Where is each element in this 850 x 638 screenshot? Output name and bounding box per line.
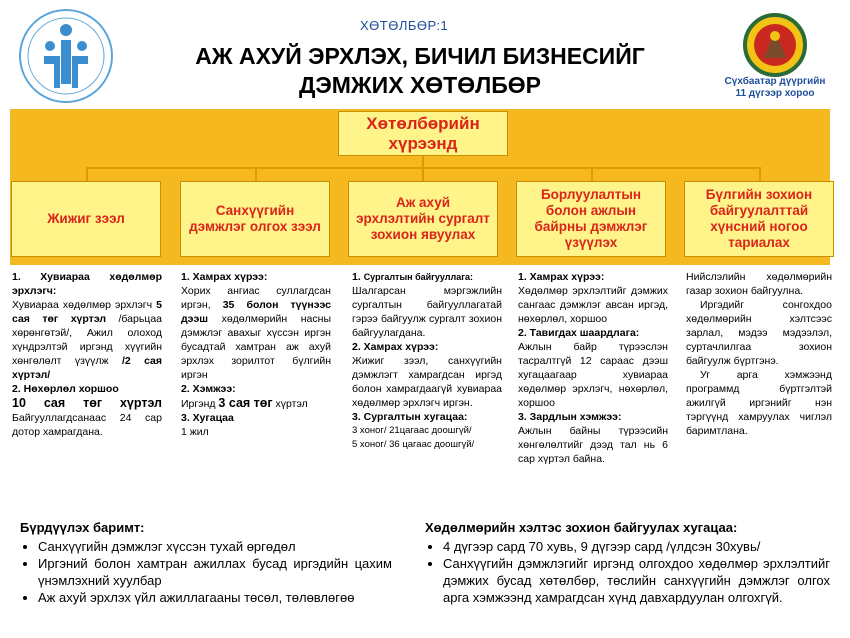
timeframe-title: Хөдөлмөрийн хэлтэс зохион байгуулах хугацаа: xyxy=(425,520,738,535)
organization-timeframe xyxy=(425,519,830,606)
column-small-loan: 1. Хувиараа хөдөлмөр эрхлэгч: Хувиараа хөдөлмөр эрхлэгч 5 сая төг хүртэл /барьцаа хөрөнгөтэй/, Ажил олоход хүндрэлтэй иргэнд хүүгийн хөнгөлөлт үзүүлж /2 сая хүртэл/ 2. Нөхөрлөл хоршоо 10 сая төг хүртэл Байгууллагдсанаас 24 сар дотор хамрагдана. xyxy=(12,271,163,438)
timeframe-item: • 4 дүгээр сард 70 хувь, 9 дүгээр сард /үлдсэн 30хувь/ xyxy=(443,538,830,555)
document-item: • Иргэний болон хамтран ажиллах бусад иргэдийн цахим үнэмлэхний хуулбар xyxy=(38,555,392,589)
connector-1 xyxy=(86,167,88,181)
employment-logo xyxy=(14,6,132,110)
category-small-loan: Жижиг зээл xyxy=(11,181,161,257)
connector-3 xyxy=(422,167,424,181)
category-group-vegetable-farming: Бүлгийн зохион байгуулалттай хүнсний ногоо тариалах xyxy=(684,181,834,257)
document-item: • Аж ахуй эрхлэх үйл ажиллагааны төсөл, төлөвлөгөө xyxy=(38,589,392,606)
required-documents-title: Бүрдүүлэх баримт: xyxy=(20,520,145,535)
connector-4 xyxy=(591,167,593,181)
category-business-training: Аж ахуй эрхлэлтийн сургалт зохион явуулах xyxy=(348,181,498,257)
title-line-2: ДЭМЖИХ ХӨТӨЛБӨР xyxy=(298,72,542,98)
district-name: Сүхбаатар дүүргийн 11 дүгээр хороо xyxy=(724,76,826,99)
column-business-training: 1. Сургалтын байгууллага: Шалгарсан мэргэжлийн сургалтын байгууллагатай гэрээ байгуулж сургалт зохион байгуулагдана. 2. Хамрах хүрээ: Жижиг зээл, санхүүгийн дэмжлэгт хамрагдсан иргэд болон хамрагдаагүй хувиараа хөдөлмөр эрхлэгч иргэн. 3. Сургалтын хугацаа: 3 хоног/ 21цагаас доошгүй/ 5 хоног/ 36 цагаас доошгүй/ xyxy=(352,271,502,450)
category-sales-workplace-support: Борлуулалтын болон ажлын байрны дэмжлэг үзүүлэх xyxy=(516,181,666,257)
column-financial-support-loan: 1. Хамрах хүрээ: Хорих ангиас суллагдсан иргэн, 35 болон түүнээс дээш хөдөлмөрийн насны дэмжлэг авахыг хүссэн иргэн бусадтай хамтран аж ахуй эрхлэх зорилтот бүлгийн иргэн 2. Хэмжээ: Иргэнд 3 сая төг хүртэл 3. Хугацаа 1 жил xyxy=(181,271,331,438)
connector-5 xyxy=(759,167,761,181)
page-title xyxy=(150,42,690,100)
column-group-vegetable-farming: Нийслэлийн хөдөлмөрийн газар зохион байгуулна. Иргэдийг сонгохдоо хөдөлмөрийн хэлтсээс зарлал, мэдээ мэдээлэл, суртачлилгаа зохион байгуулж бүртгэнэ. Уг арга хэмжээнд программд бүртгэлтэй ажилгүй иргэнийг нэн тэргүүнд хамруулах чиглэл баримтлана. xyxy=(686,271,832,437)
column-sales-workplace-support: 1. Хамрах хүрээ: Хөдөлмөр эрхлэлтийг дэмжих сангаас дэмжлэг авсан иргэд, нөхөрлөл, хоршоо 2. Тавигдах шаардлага: Ажлын байр түрээслэн тасралтгүй 12 сараас дээш хугацаагаар хувиараа хөдөлмөр эрхлэгч, нөхөрлөл, хоршоо 3. Зардлын хэмжээ: Ажлын байны түрээсийн хөнгөлөлтийг дээд тал нь 6 сар хүртэл байна. xyxy=(518,271,668,465)
required-documents xyxy=(20,519,392,606)
timeframe-item: • Санхүүгийн дэмжлэгийг иргэнд олгохдоо хөдөлмөр эрхлэлтийг дэмжих бусад хөтөлбөр, төслийн санхүүгийн дэмжлэг олгох арга хэмжээнд хамрагдсан хүнд давхардуулан олгохгүй. xyxy=(443,555,830,606)
title-line-1: АЖ АХУЙ ЭРХЛЭХ, БИЧИЛ БИЗНЕСИЙГ xyxy=(195,43,645,69)
scope-heading-box: Хөтөлбөрийн хүрээнд xyxy=(338,111,508,156)
connector-2 xyxy=(255,167,257,181)
document-item: • Санхүүгийн дэмжлэг хүссэн тухай өргөдөл xyxy=(38,538,392,555)
category-financial-support-loan: Санхүүгийн дэмжлэг олгох зээл xyxy=(180,181,330,257)
program-number: ХӨТӨЛБӨР:1 xyxy=(360,18,449,33)
